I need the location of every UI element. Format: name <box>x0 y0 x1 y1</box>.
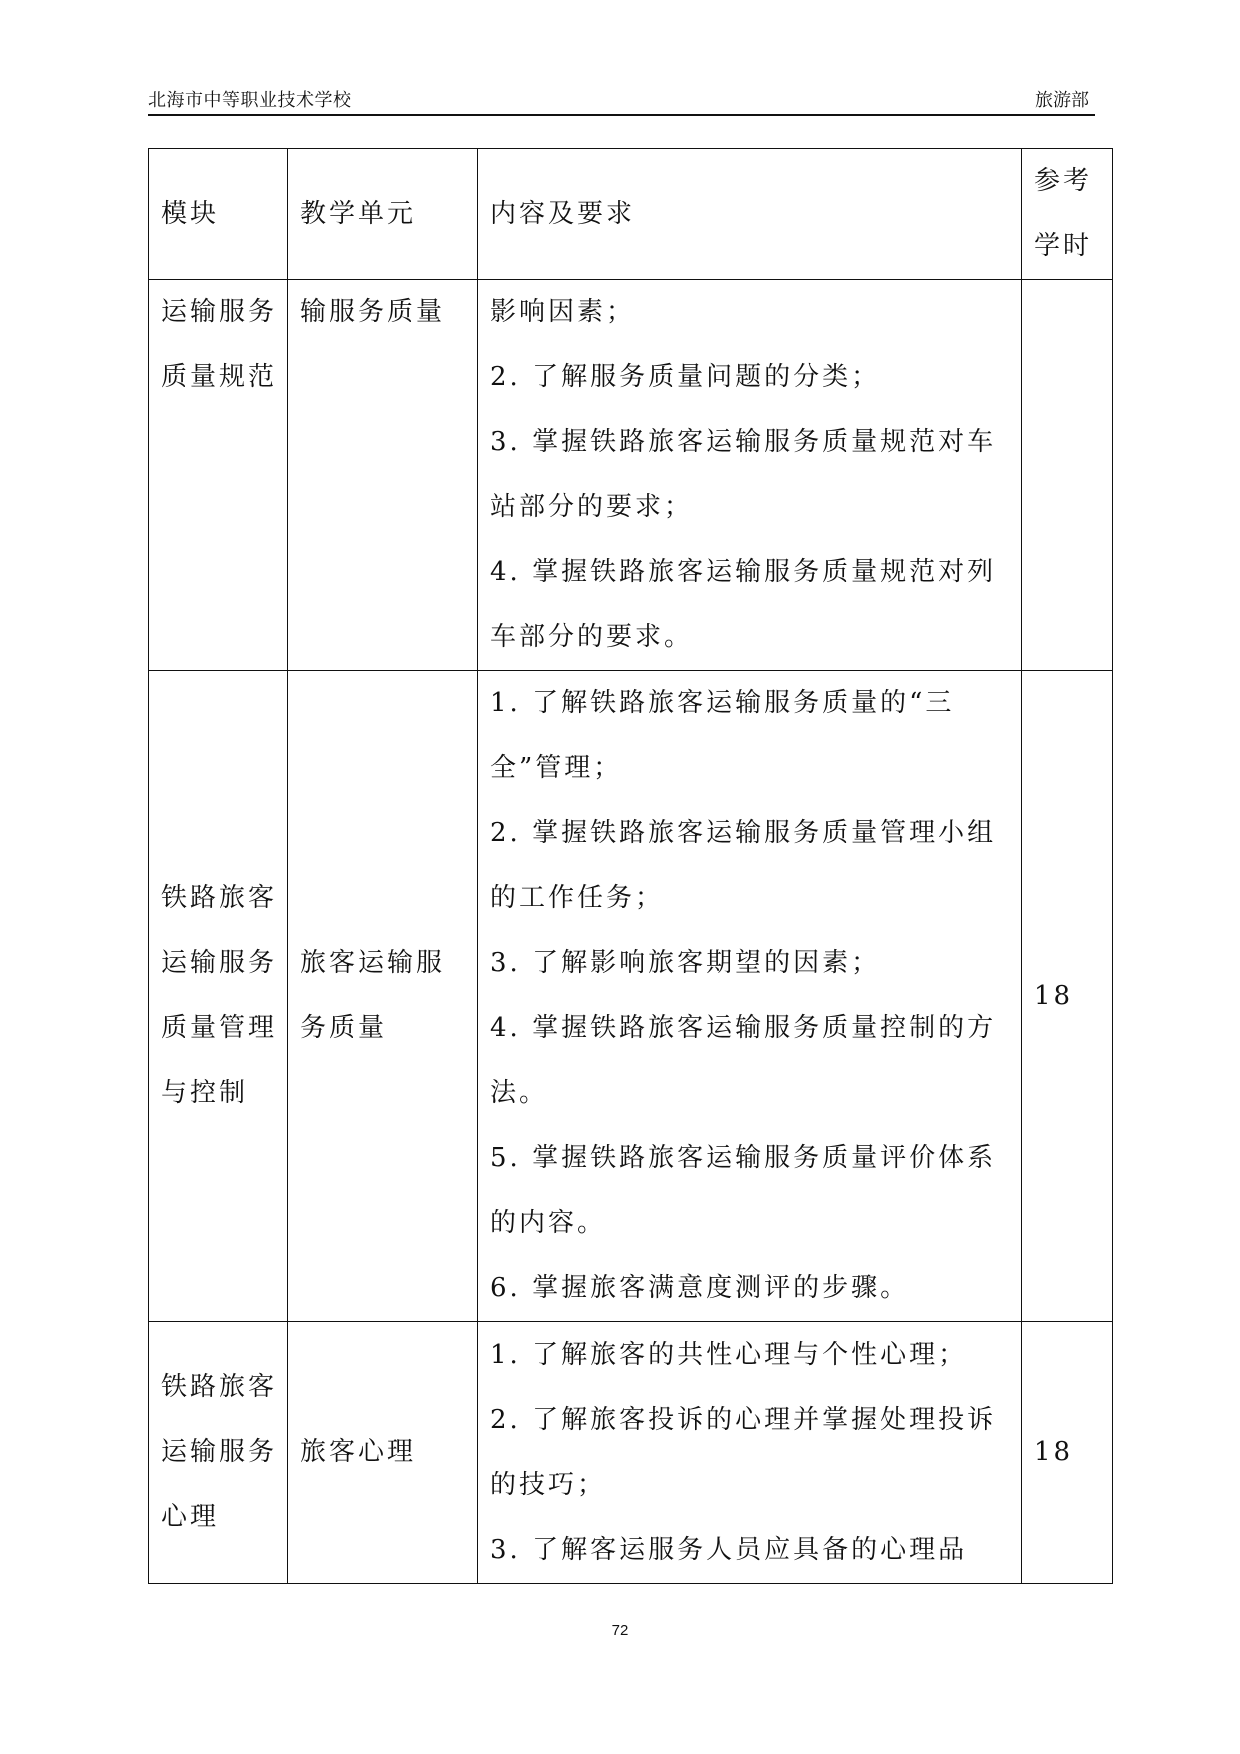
module-line: 铁路旅客 <box>161 1372 278 1402</box>
table-header-row <box>149 149 1113 280</box>
module-cell <box>149 1322 288 1584</box>
header-module: 模块 <box>149 149 288 280</box>
content-line: 的技巧； <box>490 1469 607 1500</box>
content-line: 的工作任务； <box>490 883 665 913</box>
module-cell <box>149 671 288 1322</box>
content-line: 4. 掌握铁路旅客运输服务质量规范对列 <box>490 557 997 587</box>
content-line: 3. 了解影响旅客期望的因素； <box>490 948 881 978</box>
unit-cell <box>288 280 478 671</box>
unit-line: 旅客运输服 <box>300 948 446 978</box>
curriculum-table <box>148 148 1113 1584</box>
content-line: 1. 了解铁路旅客运输服务质量的“三 <box>490 688 955 718</box>
module-cell <box>149 280 288 671</box>
content-cell <box>478 671 1022 1322</box>
content-line: 6. 掌握旅客满意度测评的步骤。 <box>490 1273 910 1303</box>
page-header <box>148 84 1095 116</box>
content-line: 2. 掌握铁路旅客运输服务质量管理小组 <box>490 818 997 848</box>
hours-cell <box>1022 280 1113 671</box>
unit-cell <box>288 1322 478 1584</box>
module-line: 心理 <box>161 1502 220 1532</box>
table-row <box>149 1322 1113 1584</box>
content-line: 法。 <box>490 1078 549 1108</box>
content-line: 全”管理； <box>490 753 623 783</box>
header-unit: 教学单元 <box>288 149 478 280</box>
table-row <box>149 671 1113 1322</box>
department-name: 旅游部 <box>1035 90 1089 111</box>
header-content: 内容及要求 <box>478 149 1022 280</box>
content-line: 2. 了解旅客投诉的心理并掌握处理投诉 <box>490 1404 997 1435</box>
content-line: 3. 掌握铁路旅客运输服务质量规范对车 <box>490 427 997 457</box>
content-cell <box>478 1322 1022 1584</box>
module-line: 运输服务 <box>161 948 278 978</box>
content-line: 3. 了解客运服务人员应具备的心理品 <box>490 1534 968 1565</box>
header-hours <box>1022 149 1113 280</box>
hours-cell: 18 <box>1022 671 1113 1322</box>
module-line: 质量管理 <box>161 1013 278 1043</box>
module-line: 与控制 <box>161 1078 249 1108</box>
content-line: 影响因素； <box>490 297 636 327</box>
school-name: 北海市中等职业技术学校 <box>148 90 352 111</box>
content-line: 1. 了解旅客的共性心理与个性心理； <box>490 1339 968 1370</box>
content-cell <box>478 280 1022 671</box>
module-line: 铁路旅客 <box>161 883 278 913</box>
header-hours-line2: 学时 <box>1034 231 1093 261</box>
content-line: 站部分的要求； <box>490 492 694 522</box>
page-number: 72 <box>611 1622 629 1639</box>
content-line: 车部分的要求。 <box>490 622 694 652</box>
unit-cell <box>288 671 478 1322</box>
content-line: 2. 了解服务质量问题的分类； <box>490 362 881 392</box>
module-line: 运输服务 <box>161 297 278 327</box>
content-line: 4. 掌握铁路旅客运输服务质量控制的方 <box>490 1013 997 1043</box>
unit-line: 输服务质量 <box>300 297 446 327</box>
unit-line: 务质量 <box>300 1013 388 1043</box>
table-row <box>149 280 1113 671</box>
header-hours-line1: 参考 <box>1034 166 1093 196</box>
unit-line: 旅客心理 <box>300 1437 417 1467</box>
module-line: 质量规范 <box>161 362 278 392</box>
module-line: 运输服务 <box>161 1437 278 1467</box>
content-line: 5. 掌握铁路旅客运输服务质量评价体系 <box>490 1143 997 1173</box>
content-line: 的内容。 <box>490 1208 607 1238</box>
hours-cell: 18 <box>1022 1322 1113 1584</box>
